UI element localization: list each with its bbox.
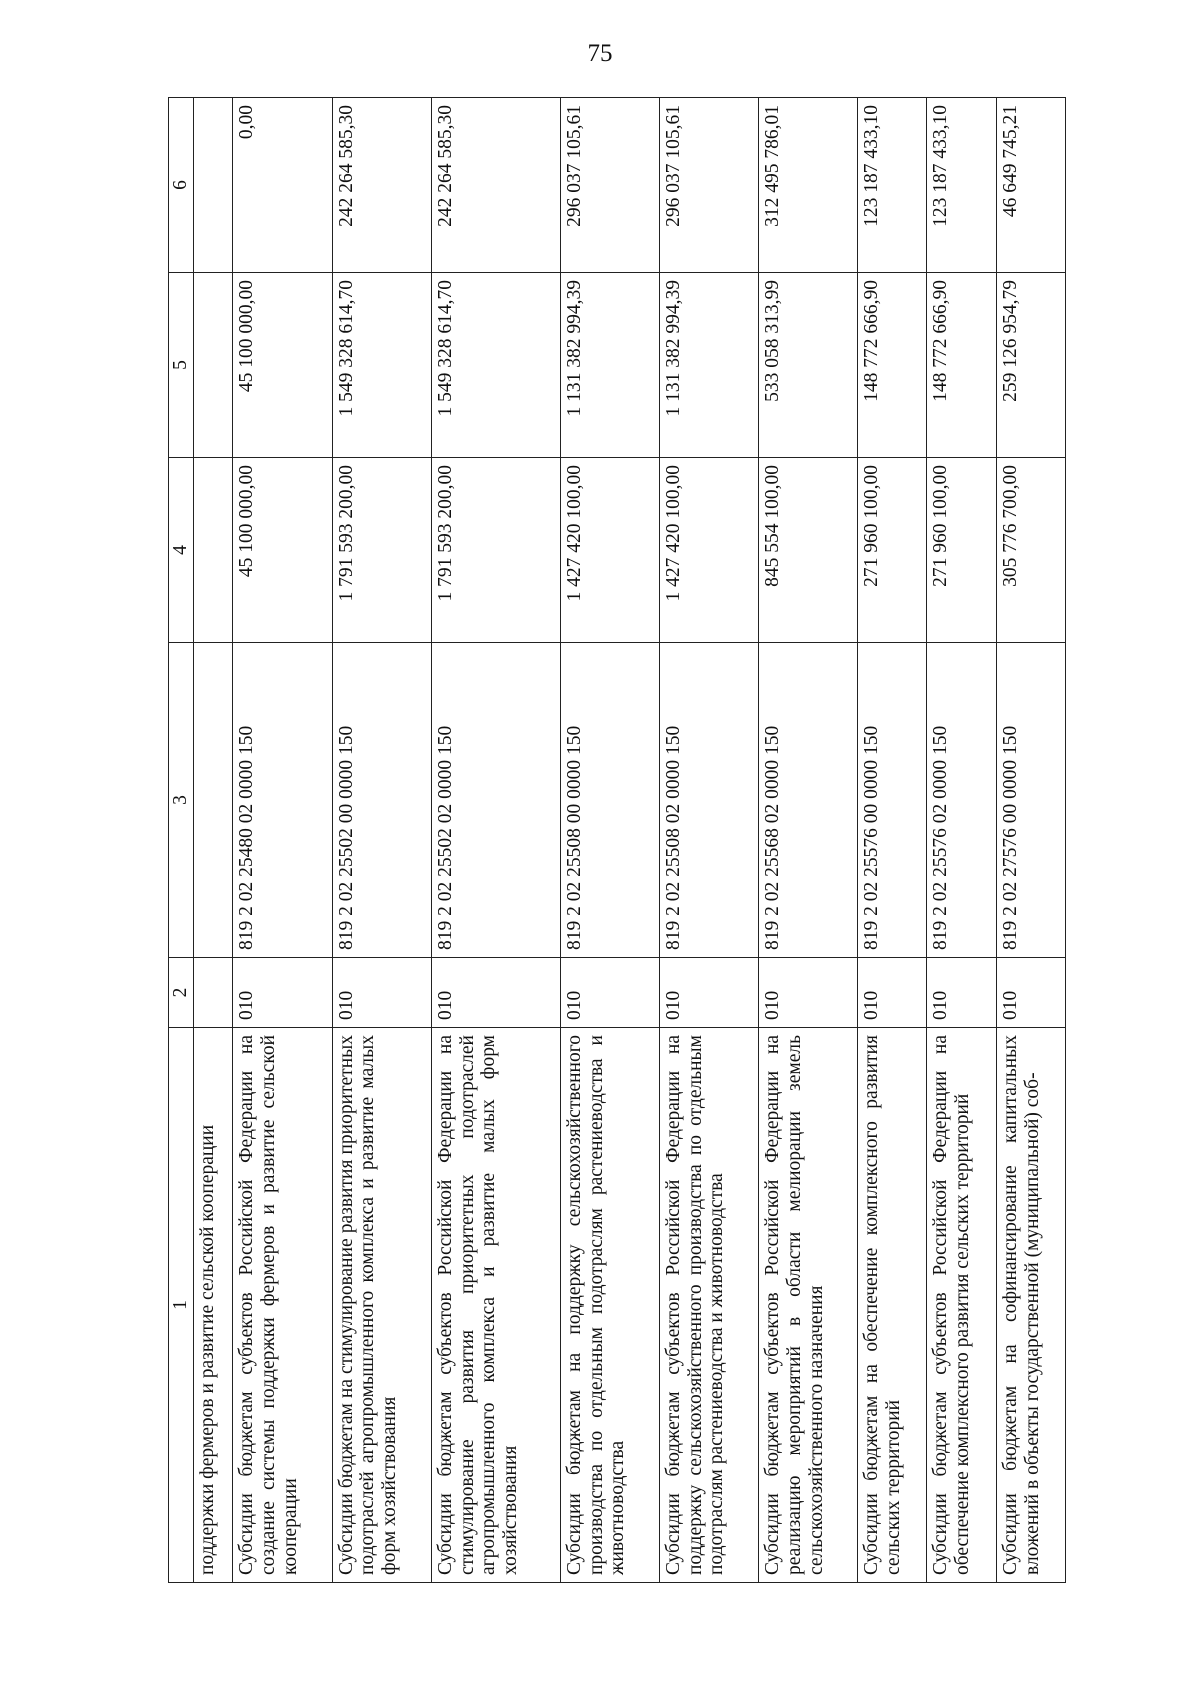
row-value-5-cell: 1 549 328 614,70 <box>431 273 560 458</box>
row-name-cell: Субсидии бюджетам на софинансирование капитальных вложений в объекты государственной (муниципальной) соб- <box>996 1028 1065 1583</box>
row-code-cell: 010 <box>996 958 1065 1028</box>
row-value-4-cell: 1 427 420 100,00 <box>659 458 758 643</box>
row-value-6-cell: 296 037 105,61 <box>560 98 659 273</box>
row-code-cell: 010 <box>560 958 659 1028</box>
row-value-5-cell: 259 126 954,79 <box>996 273 1065 458</box>
row-value-6-cell: 123 187 433,10 <box>927 98 996 273</box>
row-value-5-cell: 533 058 313,99 <box>758 273 857 458</box>
budget-table <box>168 97 1066 1583</box>
table-row <box>996 98 1065 1583</box>
row-kbk-cell: 819 2 02 25576 02 0000 150 <box>927 643 996 958</box>
table-row <box>332 98 431 1583</box>
header-cell-6: 6 <box>169 98 194 273</box>
row-value-4-cell: 45 100 000,00 <box>233 458 332 643</box>
row-kbk-cell: 819 2 02 25508 00 0000 150 <box>560 643 659 958</box>
table-body <box>194 98 1066 1583</box>
row-code-cell: 010 <box>927 958 996 1028</box>
row-value-5-cell: 148 772 666,90 <box>858 273 927 458</box>
row-value-6-cell: 242 264 585,30 <box>431 98 560 273</box>
row-code-cell: 010 <box>858 958 927 1028</box>
row-code-cell: 010 <box>758 958 857 1028</box>
row-value-5-cell: 148 772 666,90 <box>927 273 996 458</box>
page-number: 75 <box>587 40 613 67</box>
table-row <box>194 98 233 1583</box>
table-row <box>858 98 927 1583</box>
row-name-cell: Субсидии бюджетам на поддержку сельскохозяйственного производства по отдельным подотраслям растениеводства и животноводства <box>560 1028 659 1583</box>
row-name-cell: Субсидии бюджетам субъектов Российской Федерации на обеспечение комплексного развития сельских территорий <box>927 1028 996 1583</box>
row-value-5-cell <box>194 273 233 458</box>
row-value-4-cell: 845 554 100,00 <box>758 458 857 643</box>
row-name-cell: Субсидии бюджетам субъектов Российской Федерации на стимулирование развития приоритетных подотраслей агропромышленного комплекса и развитие малых форм хозяйствования <box>431 1028 560 1583</box>
row-code-cell: 010 <box>431 958 560 1028</box>
row-code-cell: 010 <box>659 958 758 1028</box>
row-kbk-cell: 819 2 02 25508 02 0000 150 <box>659 643 758 958</box>
row-value-6-cell: 0,00 <box>233 98 332 273</box>
row-kbk-cell: 819 2 02 25576 00 0000 150 <box>858 643 927 958</box>
row-value-6-cell: 312 495 786,01 <box>758 98 857 273</box>
table-row <box>758 98 857 1583</box>
row-name-cell: поддержки фермеров и развитие сельской кооперации <box>194 1028 233 1583</box>
row-kbk-cell <box>194 643 233 958</box>
row-value-4-cell: 305 776 700,00 <box>996 458 1065 643</box>
row-code-cell: 010 <box>233 958 332 1028</box>
row-code-cell: 010 <box>332 958 431 1028</box>
header-cell-5: 5 <box>169 273 194 458</box>
row-kbk-cell: 819 2 02 25502 00 0000 150 <box>332 643 431 958</box>
header-cell-3: 3 <box>169 643 194 958</box>
row-value-6-cell: 123 187 433,10 <box>858 98 927 273</box>
row-value-5-cell: 45 100 000,00 <box>233 273 332 458</box>
row-code-cell <box>194 958 233 1028</box>
table-row <box>659 98 758 1583</box>
row-name-cell: Субсидии бюджетам субъектов Российской Федерации на поддержку сельскохозяйственного производства по отдельным подотраслям растениеводства и животноводства <box>659 1028 758 1583</box>
header-row <box>169 98 194 1583</box>
row-kbk-cell: 819 2 02 25502 02 0000 150 <box>431 643 560 958</box>
rotated-table-container <box>168 98 1066 1583</box>
row-kbk-cell: 819 2 02 27576 00 0000 150 <box>996 643 1065 958</box>
row-name-cell: Субсидии бюджетам субъектов Российской Федерации на создание системы поддержки фермеров и развитие сельской кооперации <box>233 1028 332 1583</box>
row-value-6-cell: 242 264 585,30 <box>332 98 431 273</box>
row-value-5-cell: 1 549 328 614,70 <box>332 273 431 458</box>
row-value-5-cell: 1 131 382 994,39 <box>560 273 659 458</box>
row-value-4-cell: 1 791 593 200,00 <box>431 458 560 643</box>
table-row <box>233 98 332 1583</box>
row-kbk-cell: 819 2 02 25568 02 0000 150 <box>758 643 857 958</box>
row-value-6-cell: 46 649 745,21 <box>996 98 1065 273</box>
table-row <box>431 98 560 1583</box>
row-value-4-cell: 1 791 593 200,00 <box>332 458 431 643</box>
row-value-4-cell: 1 427 420 100,00 <box>560 458 659 643</box>
header-cell-1: 1 <box>169 1028 194 1583</box>
table-row <box>560 98 659 1583</box>
row-name-cell: Субсидии бюджетам субъектов Российской Федерации на реализацию мероприятий в области мелиорации земель сельскохозяйственного назначения <box>758 1028 857 1583</box>
row-value-5-cell: 1 131 382 994,39 <box>659 273 758 458</box>
row-kbk-cell: 819 2 02 25480 02 0000 150 <box>233 643 332 958</box>
row-value-4-cell <box>194 458 233 643</box>
row-name-cell: Субсидии бюджетам на стимулирование развития приоритетных подотраслей агропромышленного комплекса и развитие малых форм хозяйствования <box>332 1028 431 1583</box>
row-name-cell: Субсидии бюджетам на обеспечение комплексного развития сельских территорий <box>858 1028 927 1583</box>
header-cell-2: 2 <box>169 958 194 1028</box>
row-value-6-cell <box>194 98 233 273</box>
header-cell-4: 4 <box>169 458 194 643</box>
table-row <box>927 98 996 1583</box>
row-value-4-cell: 271 960 100,00 <box>858 458 927 643</box>
row-value-4-cell: 271 960 100,00 <box>927 458 996 643</box>
row-value-6-cell: 296 037 105,61 <box>659 98 758 273</box>
